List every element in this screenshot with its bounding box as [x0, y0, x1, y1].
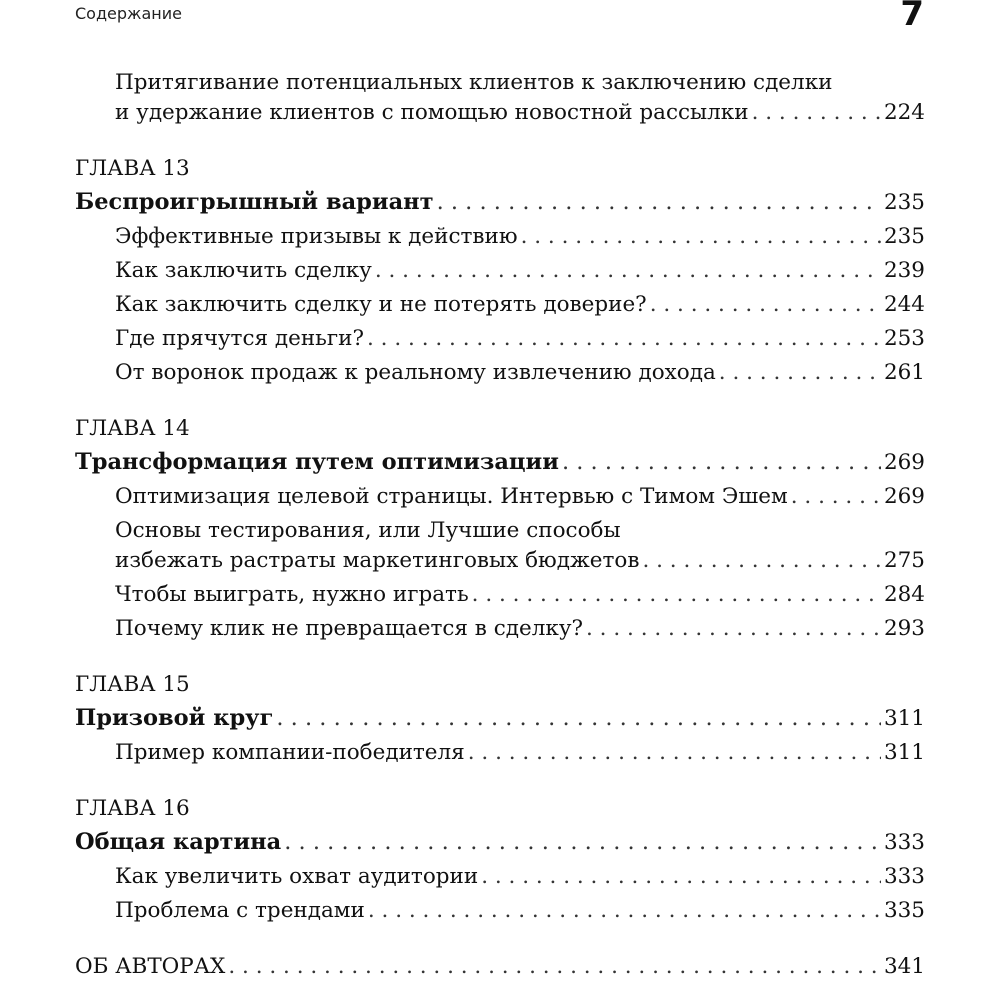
chapter-title-entry[interactable]: [75, 186, 925, 220]
chapter-title: Трансформация путем оптимизации: [75, 449, 559, 475]
dot-leader: [719, 356, 881, 390]
toc-entry-title: Пример компании-победителя: [115, 740, 465, 765]
chapter-title: Беспроигрышный вариант: [75, 189, 434, 215]
dot-leader: [642, 544, 881, 578]
toc-entry[interactable]: [75, 254, 925, 288]
dot-leader: [368, 894, 881, 928]
toc-entry-page: 311: [883, 740, 925, 765]
toc-entry-title: и удержание клиентов с помощью новостной рассылки: [115, 100, 749, 125]
toc-entry[interactable]: [75, 322, 925, 356]
toc-entry-page: 335: [883, 898, 925, 923]
chapter-title: Общая картина: [75, 829, 282, 855]
chapter-label: ГЛАВА 15: [75, 672, 190, 697]
toc-entry-page: 293: [883, 616, 925, 641]
chapter-page: 269: [883, 450, 925, 475]
toc-entry-page: 269: [883, 484, 925, 509]
toc-entry-page: 239: [883, 258, 925, 283]
chapter-title-entry[interactable]: [75, 826, 925, 860]
toc-entry-line: Основы тестирования, или Лучшие способы: [115, 518, 621, 543]
toc-entry-title: Проблема с трендами: [115, 898, 365, 923]
toc-entry-title: Чтобы выиграть, нужно играть: [115, 582, 469, 607]
dot-leader: [586, 612, 881, 646]
toc-entry[interactable]: [75, 736, 925, 770]
toc-entry-page: 284: [883, 582, 925, 607]
toc-entry-title: избежать растраты маркетинговых бюджетов: [115, 548, 640, 573]
toc-entry-page: 275: [883, 548, 925, 573]
toc-entry-page: 244: [883, 292, 925, 317]
toc-entry[interactable]: [75, 96, 925, 130]
chapter-label: ГЛАВА 13: [75, 156, 190, 181]
toc-entry[interactable]: [75, 860, 925, 894]
toc-entry-page: 253: [883, 326, 925, 351]
dot-leader: [276, 702, 881, 736]
dot-leader: [481, 860, 881, 894]
about-authors-page: 341: [883, 954, 925, 979]
chapter-title: Призовой круг: [75, 705, 274, 731]
dot-leader: [472, 578, 881, 612]
chapter-page: 235: [883, 190, 925, 215]
chapter-title-entry[interactable]: [75, 446, 925, 480]
dot-leader: [367, 322, 881, 356]
toc-entry[interactable]: [75, 894, 925, 928]
table-of-contents: [75, 66, 925, 984]
toc-entry-title: Как увеличить охват аудитории: [115, 864, 479, 889]
dot-leader: [791, 480, 881, 514]
chapter-page: 311: [883, 706, 925, 731]
toc-entry-page: 261: [883, 360, 925, 385]
about-authors-entry[interactable]: [75, 950, 925, 984]
toc-entry-title: Как заключить сделку и не потерять доверие?: [115, 292, 647, 317]
dot-leader: [228, 950, 881, 984]
toc-entry[interactable]: [75, 480, 925, 514]
chapter-label: ГЛАВА 14: [75, 416, 190, 441]
toc-entry-title: Эффективные призывы к действию: [115, 224, 518, 249]
dot-leader: [562, 446, 881, 480]
dot-leader: [284, 826, 881, 860]
chapter-title-entry[interactable]: [75, 702, 925, 736]
chapter-label: ГЛАВА 16: [75, 796, 190, 821]
toc-entry-page: 333: [883, 864, 925, 889]
toc-entry-title: Как заключить сделку: [115, 258, 372, 283]
chapter-page: 333: [883, 830, 925, 855]
toc-entry-page: 235: [883, 224, 925, 249]
toc-entry[interactable]: [75, 356, 925, 390]
toc-entry[interactable]: [75, 288, 925, 322]
page-number: 7: [900, 0, 924, 34]
toc-entry[interactable]: [75, 544, 925, 578]
toc-entry-title: От воронок продаж к реальному извлечению дохода: [115, 360, 716, 385]
toc-entry-title: Оптимизация целевой страницы. Интервью с Тимом Эшем: [115, 484, 788, 509]
toc-entry[interactable]: [75, 220, 925, 254]
toc-entry-title: Где прячутся деньги?: [115, 326, 365, 351]
toc-entry[interactable]: [75, 578, 925, 612]
dot-leader: [468, 736, 881, 770]
dot-leader: [521, 220, 881, 254]
dot-leader: [650, 288, 881, 322]
about-authors-title: ОБ АВТОРАХ: [75, 954, 226, 979]
toc-entry-page: 224: [883, 100, 925, 125]
toc-entry-title: Почему клик не превращается в сделку?: [115, 616, 584, 641]
toc-entry[interactable]: [75, 612, 925, 646]
toc-entry-line: Притягивание потенциальных клиентов к заключению сделки: [115, 70, 833, 95]
running-head: Содержание: [75, 4, 182, 23]
dot-leader: [375, 254, 881, 288]
dot-leader: [437, 186, 881, 220]
dot-leader: [752, 96, 881, 130]
